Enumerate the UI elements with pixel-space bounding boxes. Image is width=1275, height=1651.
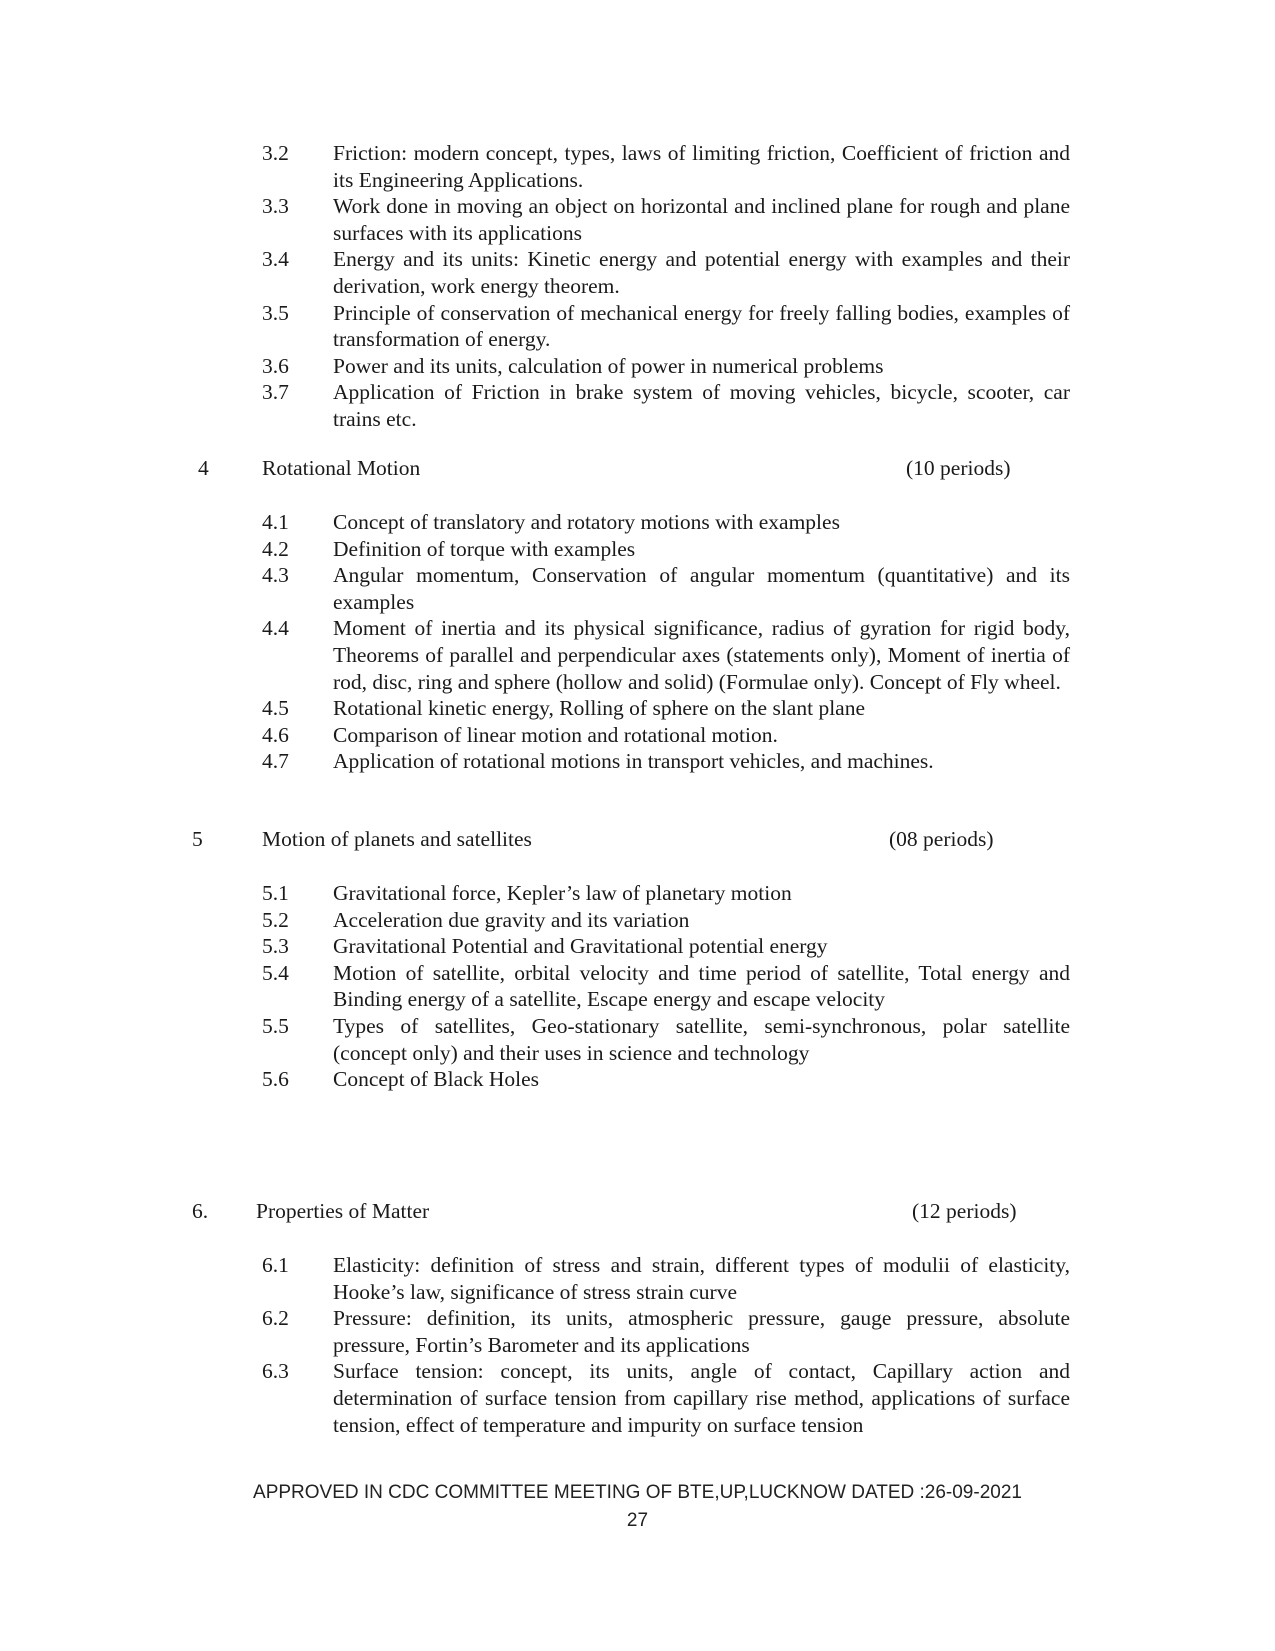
section-3-items	[262, 140, 1070, 433]
approval-footer: APPROVED IN CDC COMMITTEE MEETING OF BTE,UP,LUCKNOW DATED :26-09-2021	[253, 1482, 1022, 1503]
list-item: 4.4 Moment of inertia and its physical significance, radius of gyration for rigid body, Theorems of parallel and perpendicular axes (statements only), Moment of inertia of rod, disc, ring and sphere (hollow and solid) (Formulae only). Concept of Fly wheel.	[262, 616, 1070, 694]
list-item: 6.3 Surface tension: concept, its units, angle of contact, Capillary action and determination of surface tension from capillary rise method, applications of surface tension, effect of temperature and impurity on surface tension	[262, 1359, 1070, 1437]
section-title: Properties of Matter	[256, 1199, 430, 1223]
section-title: Motion of planets and satellites	[262, 827, 532, 851]
list-item: 5.6 Concept of Black Holes	[262, 1067, 539, 1092]
list-item: 4.3 Angular momentum, Conservation of angular momentum (quantitative) and its examples	[262, 563, 1070, 614]
section-5-items	[262, 880, 1070, 1093]
list-item: 3.2 Friction: modern concept, types, laws of limiting friction, Coefficient of friction and its Engineering Applications.	[262, 141, 1070, 192]
section-title: Rotational Motion	[262, 456, 421, 480]
list-item: 3.6 Power and its units, calculation of power in numerical problems	[262, 353, 884, 378]
list-item: 4.1 Concept of translatory and rotatory motions with examples	[262, 510, 840, 534]
list-item: 6.2 Pressure: definition, its units, atmospheric pressure, gauge pressure, absolute pressure, Fortin’s Barometer and its applications	[262, 1306, 1070, 1357]
list-item: 4.6 Comparison of linear motion and rotational motion.	[262, 722, 778, 747]
list-item: 4.7 Application of rotational motions in transport vehicles, and machines.	[262, 749, 934, 774]
list-item: 4.2 Definition of torque with examples	[262, 536, 636, 561]
list-item: 3.5 Principle of conservation of mechanical energy for freely falling bodies, examples of transformation of energy.	[262, 300, 1070, 352]
section-periods: (10 periods)	[906, 456, 1011, 480]
list-item: 3.4 Energy and its units: Kinetic energy and potential energy with examples and their derivation, work energy theorem.	[262, 247, 1070, 298]
section-number: 6.	[192, 1199, 209, 1223]
section-6-items	[262, 1252, 1070, 1438]
list-item: 5.4 Motion of satellite, orbital velocity and time period of satellite, Total energy and Binding energy of a satellite, Escape energy and escape velocity	[262, 960, 1070, 1012]
list-item: 3.3 Work done in moving an object on horizontal and inclined plane for rough and plane surfaces with its applications	[262, 194, 1070, 245]
list-item: 5.5 Types of satellites, Geo-stationary satellite, semi-synchronous, polar satellite (concept only) and their uses in science and technology	[262, 1013, 1070, 1065]
section-number: 5	[192, 827, 203, 851]
list-item: 5.1 Gravitational force, Kepler’s law of planetary motion	[262, 881, 792, 905]
list-item: 3.7 Application of Friction in brake system of moving vehicles, bicycle, scooter, car trains etc.	[262, 380, 1070, 431]
page-number: 27	[626, 1510, 649, 1531]
section-periods: (08 periods)	[889, 827, 994, 851]
section-4-items	[262, 509, 1070, 775]
section-periods: (12 periods)	[912, 1199, 1017, 1223]
list-item: 5.3 Gravitational Potential and Gravitational potential energy	[262, 934, 828, 959]
list-item: 6.1 Elasticity: definition of stress and strain, different types of modulii of elasticity, Hooke’s law, significance of stress strain curve	[262, 1253, 1070, 1304]
list-item: 5.2 Acceleration due gravity and its variation	[262, 907, 690, 932]
list-item: 4.5 Rotational kinetic energy, Rolling of sphere on the slant plane	[262, 696, 865, 721]
section-number: 4	[198, 456, 209, 480]
